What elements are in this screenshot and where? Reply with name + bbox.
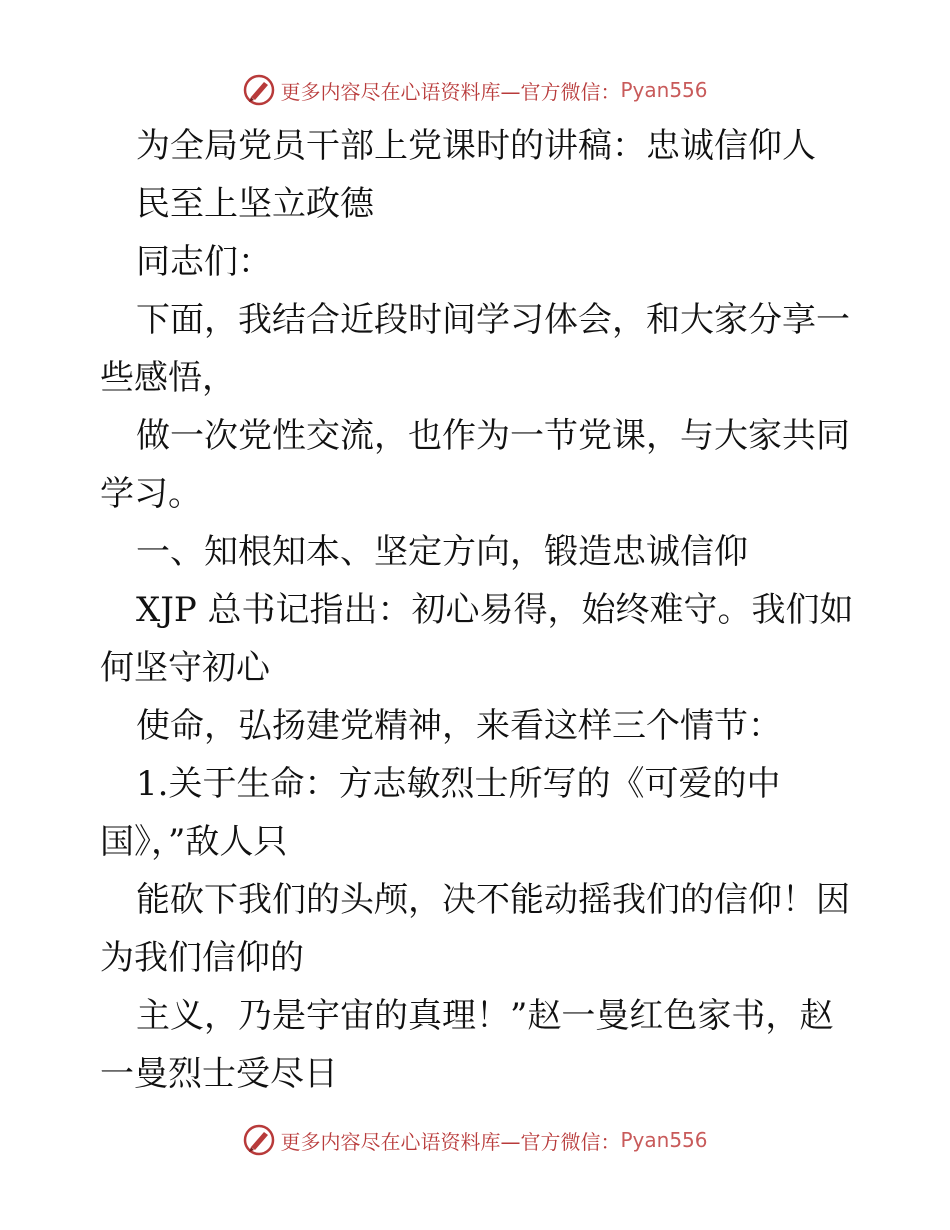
doc-line: 民至上坚立政德 — [136, 184, 374, 224]
doc-line: 做一次党性交流，也作为一节党课，与大家共同 — [136, 416, 850, 456]
doc-line: 为全局党员干部上党课时的讲稿：忠诚信仰人 — [136, 126, 816, 166]
doc-line: 一曼烈士受尽日 — [100, 1054, 338, 1094]
watermark-wechat-id: Pyan556 — [620, 1128, 708, 1152]
watermark-footer — [0, 1120, 950, 1160]
doc-line: 主义，乃是宇宙的真理！”赵一曼红色家书，赵 — [136, 996, 834, 1036]
watermark-text: 更多内容尽在心语资料库—官方微信： — [280, 79, 621, 104]
doc-line: 学习。 — [100, 474, 202, 514]
doc-line: XJP 总书记指出：初心易得，始终难守。我们如 — [136, 590, 854, 630]
watermark-header — [0, 70, 950, 110]
doc-line: 些感悟， — [100, 358, 236, 398]
pen-logo-icon — [242, 1123, 276, 1157]
doc-line: 同志们： — [136, 242, 272, 282]
doc-line: 下面，我结合近段时间学习体会，和大家分享一 — [136, 300, 850, 340]
doc-line: 1.关于生命：方志敏烈士所写的《可爱的中 — [136, 764, 781, 804]
doc-line: 为我们信仰的 — [100, 938, 304, 978]
doc-line: 一、知根知本、坚定方向，锻造忠诚信仰 — [136, 532, 748, 572]
doc-line: 何坚守初心 — [100, 648, 270, 688]
pen-logo-icon — [242, 73, 276, 107]
doc-line: 能砍下我们的头颅，决不能动摇我们的信仰！因 — [136, 880, 850, 920]
document-body — [100, 117, 860, 1103]
doc-line: 国》，”敌人只 — [100, 822, 288, 862]
watermark-text: 更多内容尽在心语资料库—官方微信： — [280, 1129, 621, 1154]
doc-line: 使命，弘扬建党精神，来看这样三个情节： — [136, 706, 782, 746]
watermark-wechat-id: Pyan556 — [620, 78, 708, 102]
